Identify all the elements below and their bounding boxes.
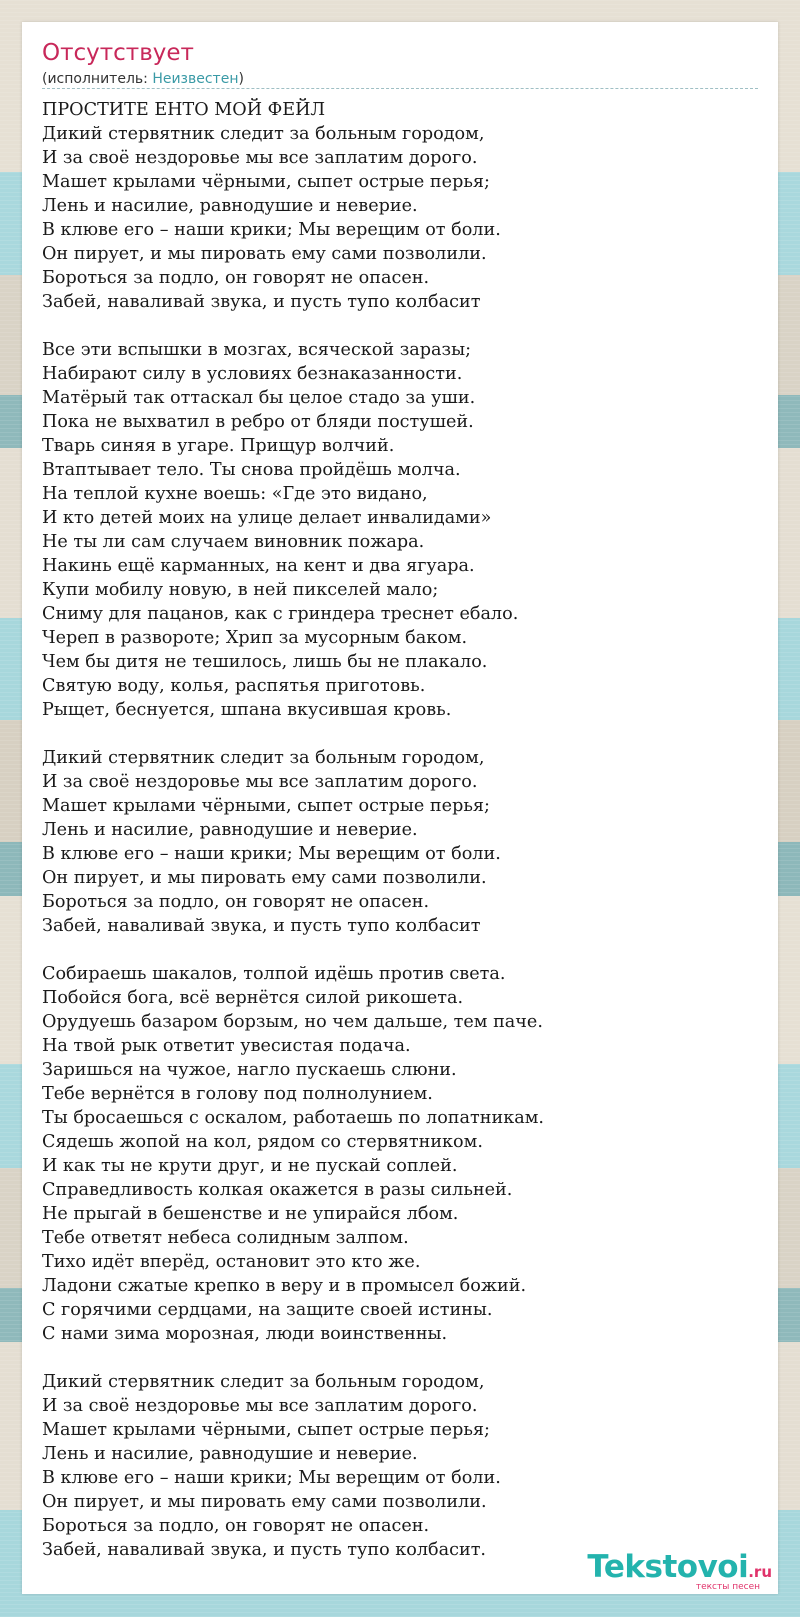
artist-link[interactable]: Неизвестен <box>152 71 239 87</box>
divider <box>42 88 758 89</box>
logo-name: Tekstovoi <box>587 1549 749 1585</box>
lyrics-panel <box>22 22 778 1594</box>
site-logo[interactable] <box>587 1549 772 1592</box>
artist-prefix: (исполнитель: <box>42 71 153 87</box>
artist-line <box>42 70 244 88</box>
song-title: Отсутствует <box>42 40 194 66</box>
lyrics-text: ПРОСТИТЕ ЕНТО МОЙ ФЕЙЛ Дикий стервятник следит за больным городом, И за своё нездоровье мы все заплатим дорого. Машет крылами чёрными, сыпет острые перья; Лень и насилие, равнодушие и неверие. В клюве его – наши крики; Мы верещим от боли. Он пирует, и мы пировать ему сами позволили. Бороться за подло, он говорят не опасен. Забей, наваливай звука, и пусть тупо колбасит Все эти вспышки в мозгах, всяческой заразы; Набирают силу в условиях безнаказанности. Матёрый так оттаскал бы целое стадо за уши. Пока не выхватил в ребро от бляди постушей. Тварь синяя в угаре. Прищур волчий. Втаптывает тело. Ты снова пройдёшь молча. На теплой кухне воешь: «Где это видано, И кто детей моих на улице делает инвалидами» Не ты ли сам случаем виновник пожара. Накинь ещё карманных, на кент и два ягуара. Купи мобилу новую, в ней пикселей мало; Сниму для пацанов, как с гриндера треснет ебало. Череп в развороте; Хрип за мусорным баком. Чем бы дитя не тешилось, лишь бы не плакало. Святую воду, колья, распятья приготовь. Рыщет, беснуется, шпана вкусившая кровь. Дикий стервятник следит за больным городом, И за своё нездоровье мы все заплатим дорого. Машет крылами чёрными, сыпет острые перья; Лень и насилие, равнодушие и неверие. В клюве его – наши крики; Мы верещим от боли. Он пирует, и мы пировать ему сами позволили. Бороться за подло, он говорят не опасен. Забей, наваливай звука, и пусть тупо колбасит Собираешь шакалов, толпой идёшь против света. Побойся бога, всё вернётся силой рикошета. Орудуешь базаром борзым, но чем дальше, тем паче. На твой рык ответит увесистая подача. Заришься на чужое, нагло пускаешь слюни. Тебе вернётся в голову под полнолунием. Ты бросаешься с оскалом, работаешь по лопатникам. Сядешь жопой на кол, рядом со стервятником. И как ты не крути друг, и не пускай соплей. Справедливость колкая окажется в разы сильней. Не прыгай в бешенстве и не упирайся лбом. Тебе ответят небеса солидным залпом. Тихо идёт вперёд, остановит это кто же. Ладони сжатые крепко в веру и в промысел божий. С горячими сердцами, на защите своей истины. С нами зима морозная, люди воинственны. Дикий стервятник следит за больным городом, И за своё нездоровье мы все заплатим дорого. Машет крылами чёрными, сыпет острые перья; Лень и насилие, равнодушие и неверие. В клюве его – наши крики; Мы верещим от боли. Он пирует, и мы пировать ему сами позволили. Бороться за подло, он говорят не опасен. Забей, наваливай звука, и пусть тупо колбасит. <box>42 100 544 1560</box>
logo-tagline: тексты песен <box>695 1582 760 1592</box>
artist-suffix: ) <box>238 71 244 87</box>
logo-tld: .ru <box>748 1563 772 1581</box>
